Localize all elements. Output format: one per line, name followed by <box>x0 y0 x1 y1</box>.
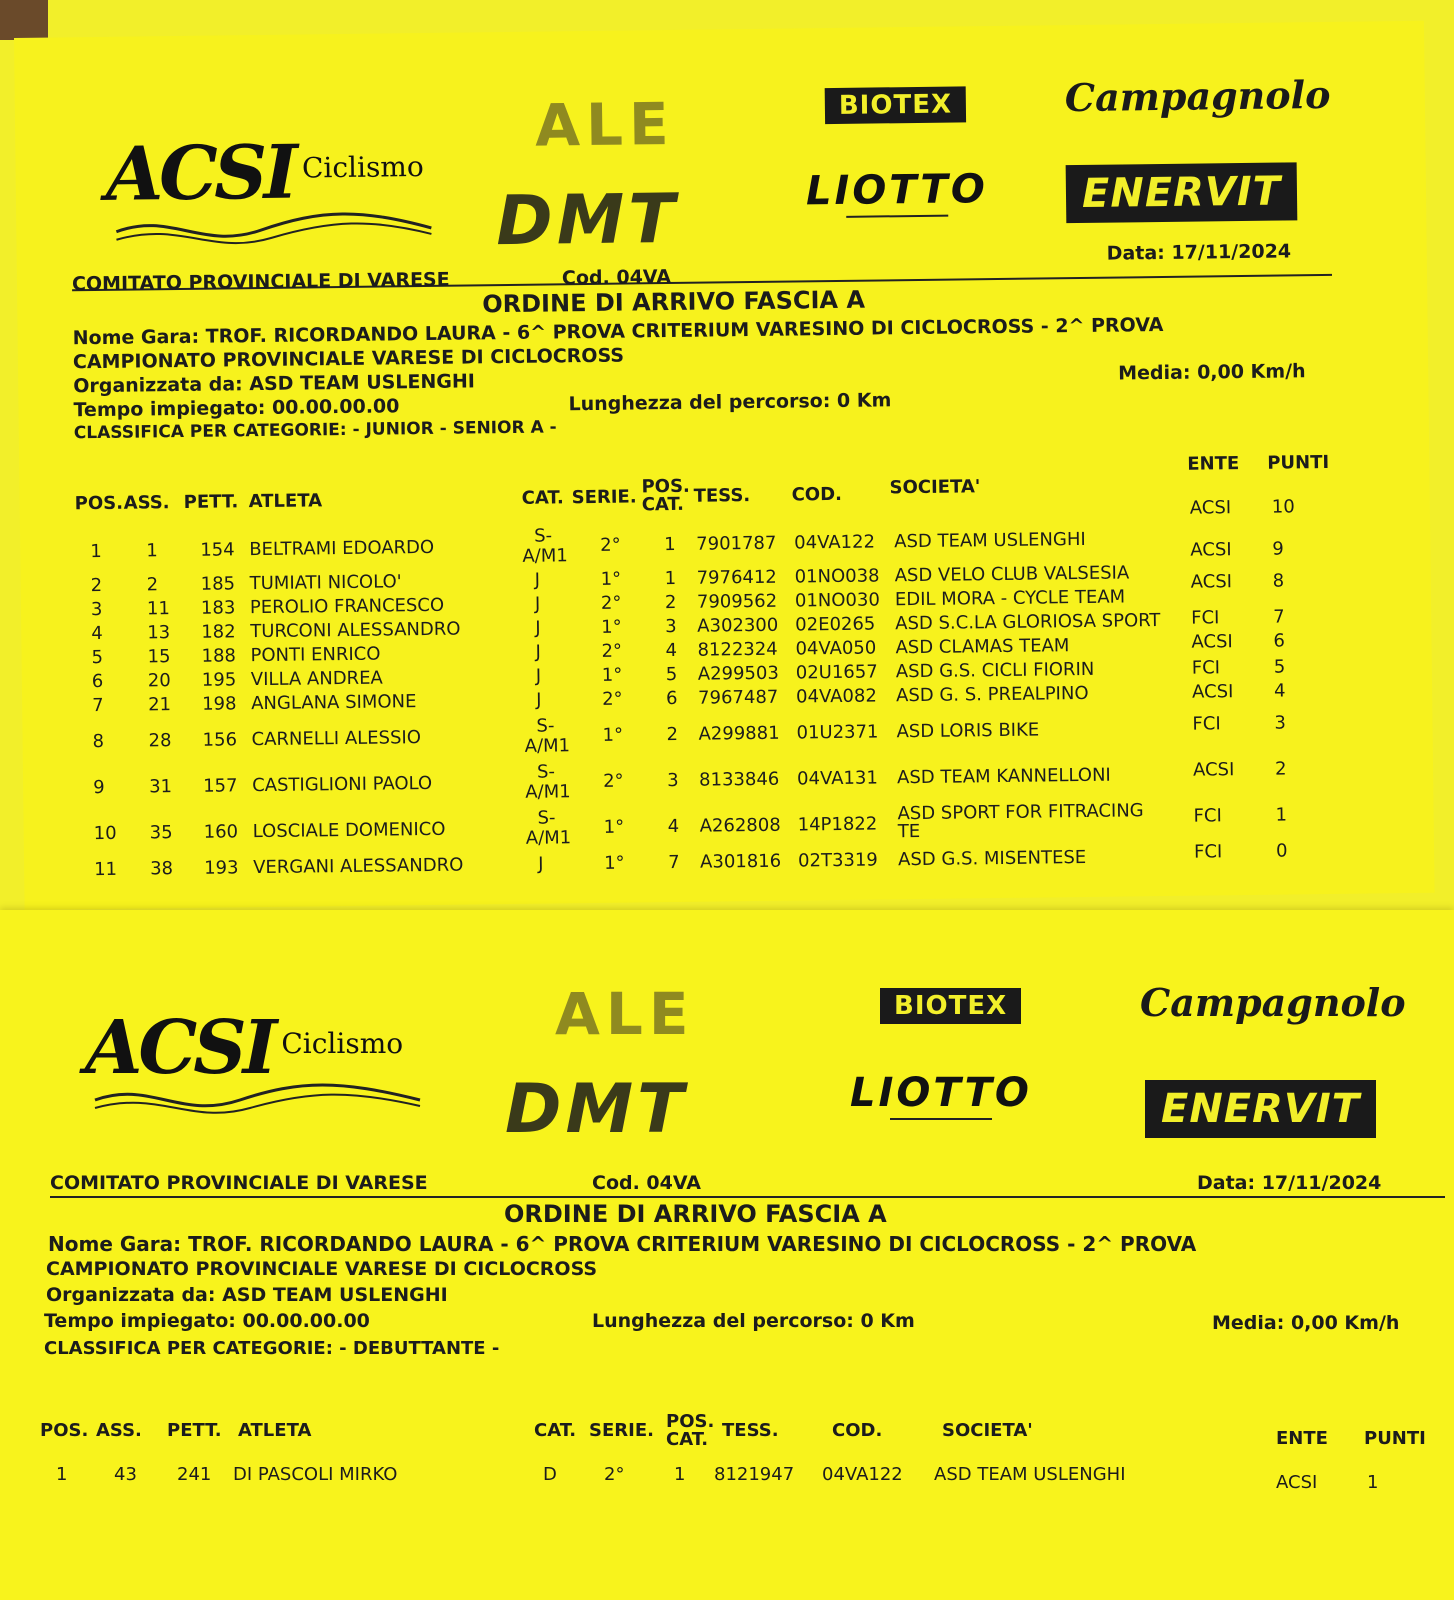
col-cat: CAT. <box>521 487 564 509</box>
cell-tess: A299503 <box>697 662 779 685</box>
cell-cod: 01NO038 <box>794 565 880 588</box>
cell-ente: ACSI <box>1191 681 1234 703</box>
cell-poscat: 4 <box>667 815 680 838</box>
acsi-logo-mark: ACSI <box>105 129 295 218</box>
cell-cod: 02U1657 <box>795 661 878 684</box>
cell-ass: 13 <box>147 622 171 644</box>
cell-pett: 160 <box>203 821 239 843</box>
col-ente: ENTE <box>1276 1428 1328 1449</box>
cell-ente: FCI <box>1193 841 1223 863</box>
cell-tess: 8133846 <box>698 768 780 791</box>
cell-atleta: VERGANI ALESSANDRO <box>253 854 464 879</box>
cell-poscat: 7 <box>667 851 680 874</box>
col-cod: COD. <box>832 1420 883 1441</box>
cell-pos: 4 <box>91 622 103 645</box>
col-ass: ASS. <box>96 1420 142 1441</box>
cell-pett: 182 <box>201 621 236 643</box>
cell-cod: 04VA082 <box>795 685 877 708</box>
cell-serie: 1° <box>603 852 625 874</box>
cell-societa: ASD S.C.LA GLORIOSA SPORT <box>895 610 1161 635</box>
cell-pos: 1 <box>90 540 102 563</box>
cell-ente: ACSI <box>1191 631 1233 653</box>
cell-ente: FCI <box>1191 607 1220 629</box>
cell-poscat: 2 <box>664 591 677 614</box>
liotto-tagline <box>890 1118 992 1122</box>
results-sheet-1 <box>14 21 1435 910</box>
cell-ass: 15 <box>147 646 171 668</box>
cell-poscat: 1 <box>674 1464 686 1485</box>
cell-serie: 1° <box>602 724 624 746</box>
cell-serie: 2° <box>601 640 623 662</box>
cell-punti: 1 <box>1367 1472 1379 1493</box>
cell-cod: 14P1822 <box>797 813 878 836</box>
col-ente: ENTE <box>1187 453 1240 475</box>
course-length: Lunghezza del percorso: 0 Km <box>592 1310 915 1332</box>
cell-pos: 7 <box>92 694 104 717</box>
cell-ass: 35 <box>149 822 173 844</box>
col-pett: PETT. <box>167 1420 222 1441</box>
cell-serie: 2° <box>602 770 624 792</box>
cell-cod: 01U2371 <box>796 721 879 744</box>
cell-pett: 185 <box>200 573 236 595</box>
committee-code: Cod. 04VA <box>592 1172 701 1194</box>
biotex-logo <box>825 86 967 126</box>
col-poscat-1: POS. <box>641 475 690 498</box>
liotto-logo-text: LIOTTO <box>805 166 989 215</box>
cell-tess: 7909562 <box>696 590 778 613</box>
cell-pos: 8 <box>92 730 105 753</box>
cell-punti: 8 <box>1272 570 1285 592</box>
col-tess: TESS. <box>722 1420 779 1441</box>
championship-name: CAMPIONATO PROVINCIALE VARESE DI CICLOCROSS <box>72 344 625 374</box>
cell-punti: 7 <box>1273 606 1285 628</box>
acsi-swoosh-icon <box>111 208 441 252</box>
ale-logo: ALE <box>534 89 675 160</box>
cell-poscat: 3 <box>666 769 679 792</box>
cell-ass: 1 <box>146 540 158 562</box>
cell-cod: 04VA050 <box>795 637 877 660</box>
race-date: Data: 17/11/2024 <box>1106 240 1292 265</box>
cell-tess: 7967487 <box>697 686 779 709</box>
cell-cod: 04VA122 <box>822 1464 903 1485</box>
cell-pos: 3 <box>90 598 103 621</box>
col-serie: SERIE. <box>589 1420 654 1441</box>
cell-ass: 28 <box>148 730 172 752</box>
biotex-tagline <box>825 124 966 126</box>
cell-cat1: J <box>534 593 541 615</box>
col-pos: POS. <box>74 492 124 515</box>
col-punti: PUNTI <box>1267 451 1330 474</box>
cell-pos: 9 <box>93 776 105 799</box>
cell-pett: 193 <box>204 857 239 879</box>
cell-poscat: 3 <box>665 615 677 638</box>
cell-poscat: 1 <box>664 567 677 590</box>
cell-societa: ASD SPORT FOR FITRACING TE <box>897 800 1144 843</box>
cell-pos: 6 <box>91 670 104 693</box>
cell-ass: 20 <box>147 670 171 692</box>
acsi-logo-mark: ACSI <box>85 1005 274 1091</box>
cell-serie: 1° <box>601 616 622 638</box>
cell-serie: 1° <box>603 816 625 838</box>
cell-punti: 0 <box>1275 840 1288 862</box>
header-divider <box>50 1196 1445 1198</box>
cell-atleta: PEROLIO FRANCESCO <box>249 594 445 619</box>
col-pett: PETT. <box>183 491 239 513</box>
cell-ente: ACSI <box>1192 759 1235 781</box>
cell-tess: 7901787 <box>696 532 777 555</box>
biotex-logo-text: BIOTEX <box>880 988 1021 1024</box>
liotto-logo <box>806 166 988 220</box>
time-elapsed: Tempo impiegato: 00.00.00.00 <box>73 395 400 422</box>
ale-logo: ALE <box>555 980 695 1048</box>
cell-cat1: J <box>535 641 541 663</box>
acsi-logo-word: Ciclismo <box>281 1026 404 1060</box>
biotex-logo <box>880 988 1021 1026</box>
col-ass: ASS. <box>123 492 170 514</box>
acsi-swoosh-icon <box>90 1080 430 1120</box>
cell-poscat: 4 <box>665 639 678 662</box>
cell-tess: 7976412 <box>696 566 777 589</box>
cell-ass: 11 <box>146 598 171 620</box>
cell-atleta: ANGLANA SIMONE <box>251 691 417 715</box>
col-punti: PUNTI <box>1364 1428 1426 1449</box>
liotto-logo-text: LIOTTO <box>850 1070 1032 1116</box>
cell-ass: 21 <box>148 694 172 716</box>
results-sheet-2 <box>0 910 1454 1600</box>
committee-name: COMITATO PROVINCIALE DI VARESE <box>50 1172 428 1194</box>
course-length: Lunghezza del percorso: 0 Km <box>568 389 892 416</box>
liotto-tagline <box>846 215 948 220</box>
cell-ente: FCI <box>1192 713 1221 735</box>
cell-punti: 3 <box>1274 712 1287 734</box>
cell-punti: 9 <box>1272 538 1284 560</box>
dmt-logo: DMT <box>495 179 680 262</box>
cell-punti: 2 <box>1274 758 1287 780</box>
cell-ente: ACSI <box>1190 571 1233 593</box>
cell-poscat: 5 <box>665 663 678 686</box>
cell-ente: FCI <box>1193 805 1222 827</box>
cell-cod: 04VA122 <box>794 531 876 554</box>
cell-cat1: S- <box>537 807 556 829</box>
cell-ass: 31 <box>149 776 173 798</box>
enervit-logo: ENERVIT <box>1066 162 1298 223</box>
cell-cod: 02E0265 <box>795 613 876 636</box>
cell-pos: 2 <box>90 574 103 597</box>
cell-cat1: J <box>538 853 544 875</box>
cell-cat1: S- <box>536 761 556 783</box>
col-pos: POS. <box>40 1420 89 1441</box>
cell-ente: FCI <box>1191 657 1221 679</box>
race-name: Nome Gara: TROF. RICORDANDO LAURA - 6^ PROVA CRITERIUM VARESINO DI CICLOCROSS - 2^ PROVA <box>72 313 1164 350</box>
col-cod: COD. <box>791 483 843 506</box>
cell-pett: 198 <box>202 693 237 715</box>
cell-cat1: J <box>535 665 542 687</box>
col-poscat-2: CAT. <box>641 493 685 516</box>
cell-cat1: J <box>534 569 541 591</box>
col-societa: SOCIETA' <box>942 1420 1033 1441</box>
cell-serie: 1° <box>601 664 623 686</box>
cell-atleta: TURCONI ALESSANDRO <box>250 618 461 643</box>
biotex-logo-text: BIOTEX <box>825 86 967 124</box>
cell-societa: EDIL MORA - CYCLE TEAM <box>894 586 1126 611</box>
cell-cat2: A/M1 <box>525 827 572 849</box>
committee-code: Cod. 04VA <box>561 265 672 290</box>
cell-cat1: S- <box>536 715 555 737</box>
cell-tess: A301816 <box>699 850 782 873</box>
cell-cat2: A/M1 <box>524 735 571 757</box>
cell-pett: 154 <box>200 539 235 561</box>
cell-punti: 10 <box>1271 496 1295 518</box>
col-tess: TESS. <box>693 485 751 507</box>
cell-cat1: J <box>536 689 542 711</box>
cell-ente: ACSI <box>1190 539 1232 561</box>
cell-ass: 43 <box>114 1464 137 1485</box>
liotto-logo <box>850 1070 1032 1122</box>
cell-tess: 8122324 <box>697 638 778 661</box>
category-filter: CLASSIFICA PER CATEGORIE: - DEBUTTANTE - <box>44 1338 500 1359</box>
enervit-logo: ENERVIT <box>1145 1080 1376 1138</box>
race-date: Data: 17/11/2024 <box>1197 1172 1382 1194</box>
cell-poscat: 6 <box>665 687 678 710</box>
campagnolo-logo: Campagnolo <box>1140 980 1406 1025</box>
cell-societa: ASD VELO CLUB VALSESIA <box>894 562 1130 587</box>
col-serie: SERIE. <box>571 486 637 509</box>
campagnolo-logo: Campagnolo <box>1064 71 1331 121</box>
cell-atleta: VILLA ANDREA <box>250 667 383 691</box>
background-corner <box>0 0 48 40</box>
cell-tess: A299881 <box>698 722 780 745</box>
cell-pett: 183 <box>200 597 236 619</box>
cell-societa: ASD LORIS BIKE <box>896 719 1040 743</box>
cell-serie: 1° <box>600 568 622 590</box>
cell-atleta: TUMIATI NICOLO' <box>249 571 402 595</box>
cell-serie: 2° <box>604 1464 625 1485</box>
cell-poscat: 1 <box>664 533 676 556</box>
cell-cat1: S- <box>533 525 553 547</box>
col-atleta: ATLETA <box>248 490 323 513</box>
cell-pos: 1 <box>56 1464 68 1485</box>
cell-pett: 157 <box>203 775 238 797</box>
col-poscat-2: CAT. <box>666 1429 709 1450</box>
cell-atleta: LOSCIALE DOMENICO <box>252 818 446 843</box>
cell-cod: 02T3319 <box>797 849 878 872</box>
acsi-logo-word: Ciclismo <box>301 149 424 184</box>
cell-poscat: 2 <box>666 723 679 746</box>
cell-serie: 2° <box>600 592 622 614</box>
col-atleta: ATLETA <box>238 1420 312 1441</box>
cell-serie: 2° <box>601 688 623 710</box>
cell-pett: 188 <box>201 645 237 667</box>
cell-societa: ASD CLAMAS TEAM <box>895 635 1070 659</box>
cell-cat1: J <box>535 617 541 639</box>
cell-atleta: BELTRAMI EDOARDO <box>249 536 435 561</box>
cell-tess: A262808 <box>699 814 781 837</box>
col-cat: CAT. <box>534 1420 577 1441</box>
cell-atleta: DI PASCOLI MIRKO <box>233 1464 398 1485</box>
col-poscat-1: POS. <box>666 1411 715 1432</box>
cell-punti: 6 <box>1273 630 1286 652</box>
cell-cat1: D <box>543 1464 557 1485</box>
page-title: ORDINE DI ARRIVO FASCIA A <box>504 1200 887 1228</box>
cell-tess: 8121947 <box>714 1464 795 1485</box>
cell-atleta: PONTI ENRICO <box>250 643 381 667</box>
race-name: Nome Gara: TROF. RICORDANDO LAURA - 6^ PROVA CRITERIUM VARESINO DI CICLOCROSS - 2^ PROVA <box>48 1232 1197 1256</box>
cell-cod: 04VA131 <box>796 767 878 790</box>
cell-atleta: CASTIGLIONI PAOLO <box>252 772 433 797</box>
cell-societa: ASD G. S. PREALPINO <box>895 682 1089 707</box>
cell-societa: ASD TEAM KANNELLONI <box>896 764 1111 789</box>
acsi-logo <box>105 128 424 218</box>
cell-tess: A302300 <box>697 614 779 637</box>
average-speed: Media: 0,00 Km/h <box>1118 360 1306 385</box>
championship-name: CAMPIONATO PROVINCIALE VARESE DI CICLOCROSS <box>46 1258 598 1280</box>
cell-pos: 11 <box>94 858 118 881</box>
cell-ass: 38 <box>150 858 174 880</box>
cell-pett: 195 <box>201 669 237 691</box>
average-speed: Media: 0,00 Km/h <box>1212 1312 1400 1334</box>
cell-punti: 5 <box>1273 656 1286 678</box>
organizer: Organizzata da: ASD TEAM USLENGHI <box>73 370 476 398</box>
cell-atleta: CARNELLI ALESSIO <box>251 727 422 751</box>
organizer: Organizzata da: ASD TEAM USLENGHI <box>46 1284 448 1306</box>
time-elapsed: Tempo impiegato: 00.00.00.00 <box>44 1310 370 1332</box>
cell-punti: 1 <box>1275 804 1288 826</box>
cell-cod: 01NO030 <box>794 589 880 612</box>
cell-ente: ACSI <box>1276 1472 1318 1493</box>
cell-pett: 241 <box>177 1464 212 1485</box>
category-filter: CLASSIFICA PER CATEGORIE: - JUNIOR - SENIOR A - <box>73 417 557 444</box>
committee-name: COMITATO PROVINCIALE DI VARESE <box>71 268 450 296</box>
cell-societa: ASD TEAM USLENGHI <box>894 528 1086 553</box>
cell-pos: 5 <box>91 646 104 669</box>
cell-ente: ACSI <box>1189 497 1232 519</box>
cell-pos: 10 <box>93 822 117 845</box>
dmt-logo: DMT <box>505 1070 688 1149</box>
cell-societa: ASD TEAM USLENGHI <box>934 1464 1126 1485</box>
acsi-logo <box>85 1005 403 1091</box>
page-title: ORDINE DI ARRIVO FASCIA A <box>482 285 866 319</box>
cell-ass: 2 <box>146 574 159 596</box>
cell-serie: 2° <box>600 534 621 556</box>
col-societa: SOCIETA' <box>889 476 981 499</box>
cell-societa: ASD G.S. CICLI FIORIN <box>895 658 1095 683</box>
cell-cat2: A/M1 <box>522 545 568 567</box>
cell-punti: 4 <box>1273 680 1286 702</box>
cell-cat2: A/M1 <box>525 781 571 803</box>
cell-pett: 156 <box>202 729 238 751</box>
cell-societa: ASD G.S. MISENTESE <box>897 846 1087 871</box>
